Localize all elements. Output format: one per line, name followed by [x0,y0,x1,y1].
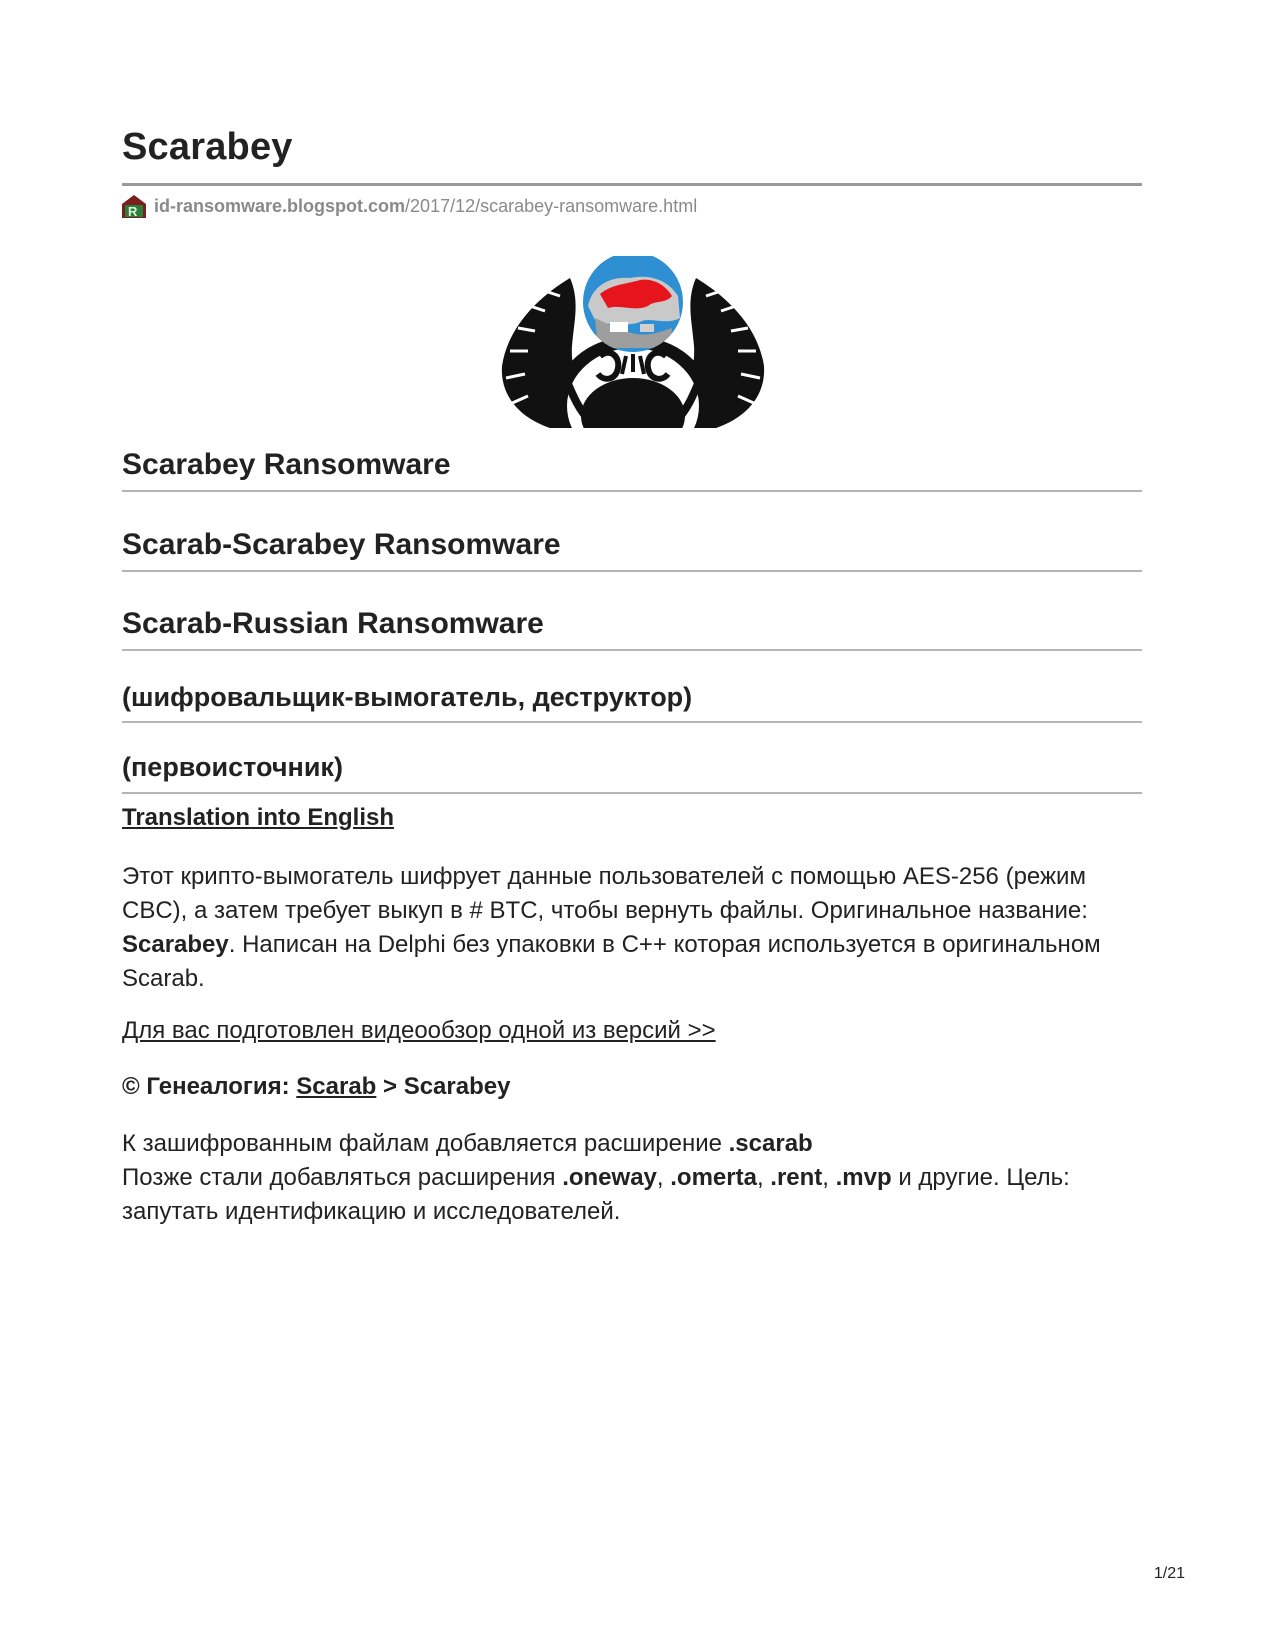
extension-oneway: .oneway [562,1164,657,1191]
intro-text-1: Этот крипто-вымогатель шифрует данные пользователей с помощью AES-256 (режим CBC), а затем требует выкуп в # BTC, чтобы вернуть файлы. Оригинальное название: [122,863,1088,924]
heading-divider [122,649,1142,651]
site-favicon-icon [122,194,146,218]
extension-omerta: .omerta [670,1164,757,1191]
intro-text-2: . Написан на Delphi без упаковки в C++ которая используется в оригинальном Scarab. [122,931,1101,992]
page-number: 1/21 [1153,1565,1185,1582]
heading-scarabey-ransomware: Scarabey Ransomware [122,448,451,481]
heading-original-source: (первоисточник) [122,752,343,782]
extension-rent: .rent [770,1164,823,1191]
title-divider [122,183,1142,186]
source-domain: id-ransomware.blogspot.com [154,195,406,216]
extensions-line1-text: К зашифрованным файлам добавляется расширение [122,1130,729,1157]
genealogy-paragraph [122,1070,1142,1104]
extensions-line2-text: Позже стали добавляться расширения [122,1164,563,1191]
heading-divider [122,570,1142,572]
page-title: Scarabey [122,126,293,168]
source-path: /2017/12/scarabey-ransomware.html [405,195,698,216]
intro-paragraph [122,860,1142,996]
extension-separator: , [822,1164,836,1191]
translation-link[interactable]: Translation into English [122,804,395,831]
heading-divider [122,490,1142,492]
genealogy-suffix: > Scarabey [376,1073,511,1100]
heading-divider [122,721,1142,723]
genealogy-prefix: © Генеалогия: [122,1073,297,1100]
heading-scarab-russian-ransomware: Scarab-Russian Ransomware [122,607,544,640]
heading-ransomware-type: (шифровальщик-вымогатель, деструктор) [122,682,693,712]
extension-scarab: .scarab [728,1130,813,1157]
scarab-beetle-globe-logo-icon [500,256,766,428]
extension-separator: , [656,1164,671,1191]
source-url[interactable] [122,194,697,218]
video-review-paragraph [122,1014,1142,1048]
heading-scarab-scarabey-ransomware: Scarab-Scarabey Ransomware [122,528,561,561]
video-review-link[interactable]: Для вас подготовлен видеообзор одной из версий >> [122,1017,716,1044]
svg-text:R: R [128,204,138,218]
heading-divider [122,792,1142,794]
extension-separator: , [756,1164,771,1191]
extensions-paragraph [122,1127,1142,1229]
scarab-genealogy-link[interactable]: Scarab [296,1073,377,1100]
original-name: Scarabey [122,931,229,958]
extension-mvp: .mvp [835,1164,892,1191]
extensions-line2-tail: и другие. Цель: запутать идентификацию и исследователей. [122,1164,1070,1225]
